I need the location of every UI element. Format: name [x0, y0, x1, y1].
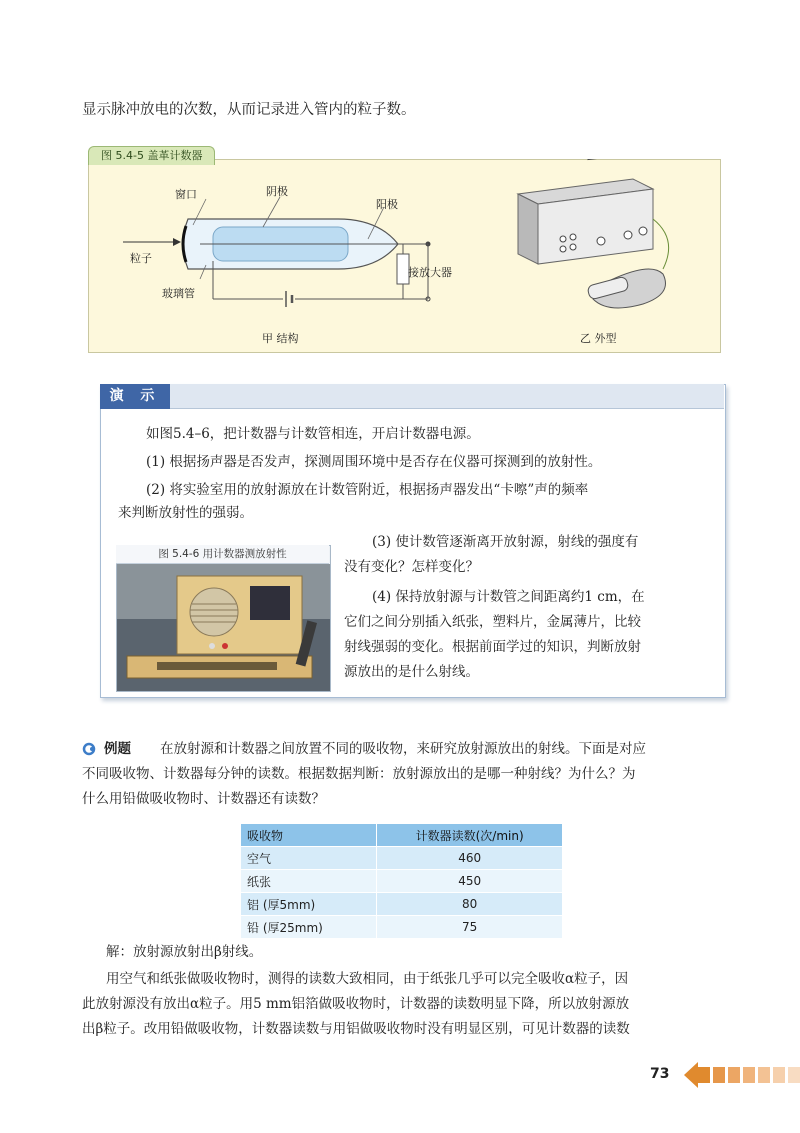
demo-photo — [116, 545, 331, 692]
table-cell-reading: 450 — [377, 870, 563, 893]
table-cell-absorber: 纸张 — [241, 870, 377, 893]
figure-caption: 图 5.4-5 盖革计数器 — [88, 146, 215, 165]
table-header-reading: 计数器读数(次/min) — [377, 824, 563, 847]
label-window: 窗口 — [175, 188, 197, 201]
demo-step1: (1) 根据扬声器是否发声，探测周围环境中是否存在仪器可探测到的放射性。 — [146, 454, 602, 470]
solution-line1: 解：放射源放射出β射线。 — [106, 944, 263, 960]
demo-step2-a: (2) 将实验室用的放射源放在计数管附近，根据扬声器发出“卡嚓”声的频率 — [146, 482, 589, 498]
demo-intro: 如图5.4–6，把计数器与计数管相连，开启计数器电源。 — [146, 426, 480, 442]
example-line2: 不同吸收物、计数器每分钟的读数。根据数据判断：放射源放出的是哪一种射线？为什么？为 — [82, 766, 636, 782]
page-number: 73 — [650, 1066, 670, 1082]
table-cell-reading: 80 — [377, 893, 563, 916]
demo-step2-b: 来判断放射性的强弱。 — [118, 505, 253, 521]
label-appearance: 乙 外型 — [580, 332, 617, 345]
demo-step4-d: 源放出的是什么射线。 — [344, 664, 479, 680]
solution-line3: 此放射源没有放出α粒子。用5 mm铝箔做吸收物时，计数器的读数明显下降，所以放射源放 — [82, 996, 630, 1012]
counter-instrument-illustration — [518, 159, 669, 308]
example-line3: 什么用铅做吸收物时、计数器还有读数？ — [82, 791, 325, 807]
table-cell-absorber: 铅 (厚25mm) — [241, 916, 377, 939]
absorber-reading-table — [240, 823, 563, 939]
table-header-row — [241, 824, 563, 847]
counter-photo-illustration — [117, 546, 330, 691]
demo-step4-b: 它们之间分别插入纸张，塑料片，金属薄片，比较 — [344, 614, 641, 630]
page-arrow-icon — [684, 1060, 800, 1090]
demo-step4-c: 射线强弱的变化。根据前面学过的知识，判断放射 — [344, 639, 641, 655]
table-cell-absorber: 空气 — [241, 847, 377, 870]
table-cell-reading: 460 — [377, 847, 563, 870]
solution-line4: 出β粒子。改用铅做吸收物，计数器读数与用铝做吸收物时没有明显区别，可见计数器的读数 — [82, 1021, 630, 1037]
table-row — [241, 916, 563, 939]
table-row — [241, 870, 563, 893]
label-amplifier: 接放大器 — [408, 266, 452, 279]
demo-step4-a: (4) 保持放射源与计数管之间距离约1 cm，在 — [372, 589, 645, 605]
label-glass-tube: 玻璃管 — [162, 287, 195, 300]
demo-photo-caption: 图 5.4-6 用计数器测放射性 — [116, 545, 329, 564]
table-row — [241, 847, 563, 870]
label-cathode: 阴极 — [266, 185, 288, 198]
demo-title: 演 示 — [100, 384, 170, 409]
table-row — [241, 893, 563, 916]
label-structure: 甲 结构 — [262, 332, 299, 345]
demo-step3-a: (3) 使计数管逐渐离开放射源，射线的强度有 — [372, 534, 639, 550]
label-particle: 粒子 — [130, 252, 152, 265]
solution-line2: 用空气和纸张做吸收物时，测得的读数大致相同，由于纸张几乎可以完全吸收α粒子，因 — [106, 971, 629, 987]
demo-header-bar — [100, 384, 724, 409]
top-paragraph-line: 显示脉冲放电的次数，从而记录进入管内的粒子数。 — [82, 102, 416, 118]
label-anode: 阳极 — [376, 198, 398, 211]
table-header-absorber: 吸收物 — [241, 824, 377, 847]
table-cell-absorber: 铝 (厚5mm) — [241, 893, 377, 916]
demo-step3-b: 没有变化？怎样变化？ — [344, 559, 479, 575]
example-circle-icon — [82, 742, 96, 756]
example-label: 例题 — [104, 741, 131, 757]
table-cell-reading: 75 — [377, 916, 563, 939]
example-line1: 在放射源和计数器之间放置不同的吸收物，来研究放射源放出的射线。下面是对应 — [160, 741, 646, 757]
